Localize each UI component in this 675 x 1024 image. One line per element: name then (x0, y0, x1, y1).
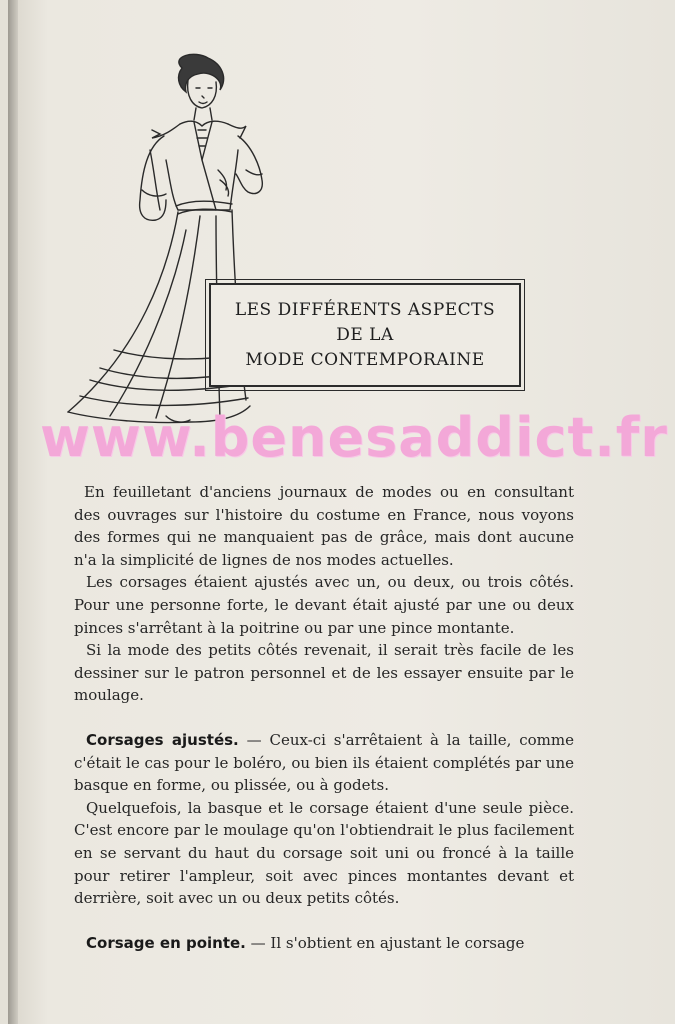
paragraph: En feuilletant d'anciens journaux de modes ou en consultant des ouvrages sur l'histoire du costume en France, nous voyons des formes qui ne manquaient pas de grâce, mais dont aucune n'a la simplicité de lignes de nos modes actuelles. (74, 483, 574, 569)
chapter-title-line-3: MODE CONTEMPORAINE (245, 349, 485, 370)
section-corsage-en-pointe (74, 932, 574, 955)
website-watermark: www.benesaddict.fr (40, 406, 668, 469)
chapter-title-box (209, 283, 521, 387)
section-text: — Ceux-ci s'arrêtaient à la taille, comme c'était le cas pour le boléro, ou bien ils étaient complétés par une basque en forme, ou plissée, ou à godets. (74, 730, 574, 795)
book-spine (8, 0, 18, 1024)
section-text: — Il s'obtient en ajustant le corsage (245, 933, 525, 952)
section-heading: Corsages ajustés. (86, 730, 239, 749)
paragraph: Quelquefois, la basque et le corsage étaient d'une seule pièce. C'est encore par le moulage qu'on l'obtiendrait le plus facilement en se servant du haut du corsage soit uni ou froncé à la taille pour retirer l'ampleur, soit avec pinces montantes devant et derrière, soit avec un ou deux petits côtés. (74, 798, 574, 908)
section-corsages-ajustes (74, 729, 574, 797)
paragraph: Si la mode des petits côtés revenait, il serait très facile de les dessiner sur le patron personnel et de les essayer ensuite par le moulage. (74, 641, 574, 705)
body-text (74, 481, 574, 954)
paragraph: Les corsages étaient ajustés avec un, ou deux, ou trois côtés. Pour une personne forte, le devant était ajusté par une ou deux pinces s'arrêtant à la poitrine ou par une pince montante. (74, 573, 574, 637)
chapter-title-line-2: DE LA (336, 324, 394, 345)
chapter-title-line-1: LES DIFFÉRENTS ASPECTS (234, 299, 496, 320)
section-heading: Corsage en pointe. (86, 933, 246, 952)
